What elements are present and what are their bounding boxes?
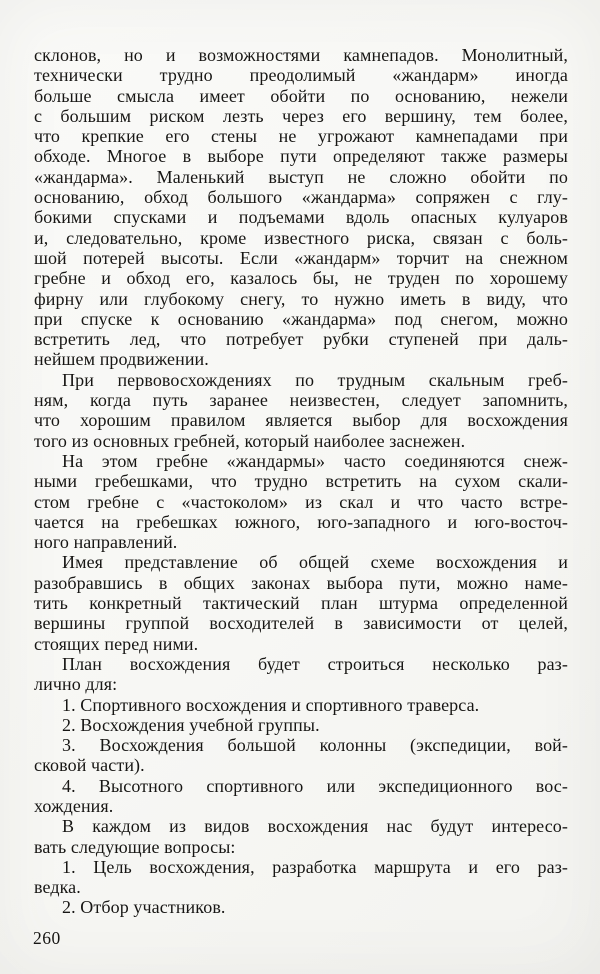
text-line: лично для: xyxy=(34,674,118,695)
text-line: На этом гребне «жандармы» часто соединяются снеж- xyxy=(62,450,568,471)
paragraph xyxy=(34,695,568,715)
text-line: тить конкретный тактический план штурма определенной xyxy=(34,593,568,614)
text-line: 1. Цель восхождения, разработка маршрута и его раз- xyxy=(62,856,568,877)
paragraph xyxy=(34,451,568,552)
text-line: что крепкие его стены не угрожают камнепадами при xyxy=(34,126,568,147)
paragraph xyxy=(34,735,568,776)
text-line: «жандарма». Маленький выступ не сложно обойти по xyxy=(34,166,568,187)
paragraph xyxy=(34,552,568,653)
text-line: При первовосхождениях по трудным скальным греб- xyxy=(62,369,568,390)
text-line: В каждом из видов восхождения нас будут интересо- xyxy=(62,816,568,837)
paragraph xyxy=(34,857,568,898)
page-number: 260 xyxy=(33,928,61,948)
text-line: шой потерей высоты. Если «жандарм» торчит на снежном xyxy=(34,247,568,268)
text-line: что хорошим правилом является выбор для восхождения xyxy=(34,410,568,431)
text-line: Имея представление об общей схеме восхождения и xyxy=(62,552,568,573)
paragraph xyxy=(34,816,568,857)
paragraph xyxy=(34,654,568,695)
text-line: вать следующие вопросы: xyxy=(34,836,236,857)
text-line: 1. Спортивного восхождения и спортивного траверса. xyxy=(62,694,480,715)
text-line: ными гребешками, что трудно встретить на сухом скали- xyxy=(34,471,568,492)
text-line: вершины группой восходителей в зависимости от целей, xyxy=(34,613,568,634)
text-line: ного направлений. xyxy=(34,532,178,553)
text-line: склонов, но и возможностями камнепадов. Монолитный, xyxy=(34,45,568,65)
text-line: фирну или глубокому снегу, то нужно иметь в виду, что xyxy=(34,288,568,309)
text-line: 3. Восхождения большой колонны (экспедиции, вой- xyxy=(62,735,568,756)
paragraph xyxy=(34,45,568,370)
text-line: План восхождения будет строиться несколько раз- xyxy=(62,653,568,674)
text-line: 2. Отбор участников. xyxy=(62,897,226,918)
text-line: того из основных гребней, который наиболее заснежен. xyxy=(34,430,466,451)
paragraph xyxy=(34,370,568,451)
page-text xyxy=(34,45,568,918)
text-line: гребне и обход его, казалось бы, не труден по хорошему xyxy=(34,268,568,289)
text-line: и, следовательно, кроме известного риска, связан с боль- xyxy=(34,227,568,248)
text-line: стоящих перед ними. xyxy=(34,633,199,654)
text-line: при спуске к основанию «жандарма» под снегом, можно xyxy=(34,308,568,329)
text-line: нейшем продвижении. xyxy=(34,349,209,370)
paragraph xyxy=(34,715,568,735)
text-line: разобравшись в общих законах выбора пути, можно наме- xyxy=(34,572,568,593)
text-line: больше смысла имеет обойти по основанию, нежели xyxy=(34,85,568,106)
text-line: стом гребне с «частоколом» из скал и что часто встре- xyxy=(34,491,568,512)
text-line: сковой части). xyxy=(34,755,145,776)
text-line: технически трудно преодолимый «жандарм» иногда xyxy=(34,65,568,86)
text-line: с большим риском лезть через его вершину, тем более, xyxy=(34,105,568,126)
paragraph xyxy=(34,776,568,817)
text-line: бокими спусками и подъемами вдоль опасных кулуаров xyxy=(34,207,568,228)
text-line: основанию, обход большого «жандарма» сопряжен с глу- xyxy=(34,187,568,208)
text-line: ведка. xyxy=(34,877,81,898)
text-line: хождения. xyxy=(34,795,114,816)
text-line: чается на гребешках южного, юго-западного и юго-восточ- xyxy=(34,511,568,532)
text-line: 2. Восхождения учебной группы. xyxy=(62,714,320,735)
text-line: встретить лед, что потребует рубки ступеней при даль- xyxy=(34,329,568,350)
text-line: обходе. Многое в выборе пути определяют также размеры xyxy=(34,146,568,167)
paragraph xyxy=(34,897,568,917)
text-line: 4. Высотного спортивного или экспедиционного вос- xyxy=(62,775,568,796)
text-line: ням, когда путь заранее неизвестен, следует запомнить, xyxy=(34,390,568,411)
